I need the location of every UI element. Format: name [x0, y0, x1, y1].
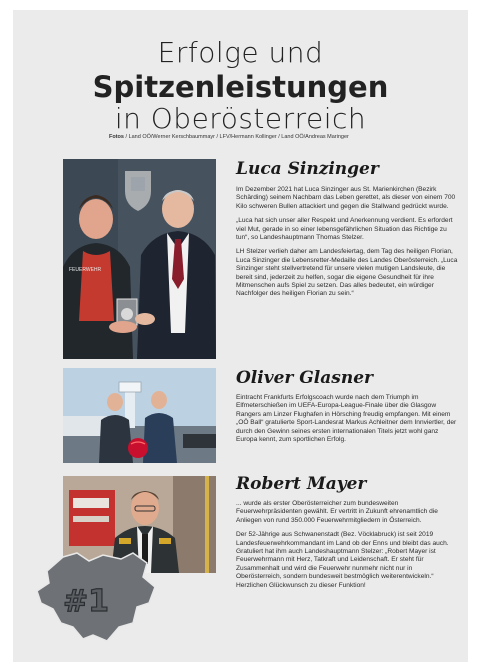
title-line-2: Spitzenleistungen [92, 70, 389, 104]
paragraph: Eintracht Frankfurts Erfolgscoach wurde nach dem Triumph im Elfmeterschießen im UEFA-Europa-League-Finale über die Glasgow Rangers am Linzer Flughafen in Hörsching freudig empfangen. Mit einem „OÖ Ball“ gratulierte Sport-Landesrat Markus Achleitner dem Innviertler, der durch den Gewinn seines ersten internationalen Titels jetzt wohl ganz Europa kennt, zum sportlichen Erfolg. [236, 394, 457, 444]
title-line-1: Erfolge und [157, 36, 324, 69]
section-name-robert: Robert Mayer [236, 474, 367, 494]
paragraph: „Luca hat sich unser aller Respekt und Anerkennung verdient. Es erfordert viel Mut, gerade in so einer lebensgefährlichen Situation das Richtige zu tun“, so Landeshauptmann Thomas Stelzer. [236, 217, 453, 242]
photo-oliver-glasner-illustration [63, 368, 216, 463]
section-text-oliver [236, 394, 458, 450]
paragraph: Der 52-Jährige aus Schwanenstadt (Bez. Vöcklabruck) ist seit 2019 Landesfeuerwehrkommandant im Land ob der Enns und bleibt das auch. Gratuliert hat ihm auch Landeshauptmann Stelzer: „Robert Mayer ist Feuerwehrmann mit Herz, Tatkraft und Leidenschaft. Er steht für Zusammenhalt und wird die Feuerwehr nunmehr nicht nur in Oberösterreich, sondern bundesweit bestmöglich weiterentwickeln.“ Herzlichen Glückwunsch zu dieser Funktion! [236, 531, 449, 589]
photo-credits [109, 134, 349, 140]
paragraph: Im Dezember 2021 hat Luca Sinzinger aus St. Marienkirchen (Bezirk Schärding) seinem Nachbarn das Leben gerettet, als dieser von einem 700 Kilo schweren Bullen attackiert und gegen die Stallwand gedrückt wurde. [236, 186, 456, 210]
paragraph: ... wurde als erster Oberösterreicher zum bundesweiten Feuerwehrpräsidenten gewählt. Er vertritt in Zukunft ehrenamtlich die Anliegen von rund 350.000 Feuerwehrmitgliedern in Österreich. [236, 500, 438, 524]
photo-oliver-glasner [63, 368, 216, 463]
jacket-label: FEUERWEHR [69, 267, 102, 273]
section-text-robert [236, 500, 458, 596]
map-icon [33, 551, 161, 645]
section-text-luca [236, 186, 458, 305]
photo-credits-text: / Land OÖ/Werner Kerschbaummayr / LFV/Hermann Kollinger / Land OÖ/Andreas Maringer [123, 134, 349, 140]
number-one-badge: #1 [63, 584, 110, 619]
section-name-oliver: Oliver Glasner [236, 368, 373, 388]
title-line-3: in Oberösterreich [114, 102, 367, 135]
magazine-page [13, 10, 468, 662]
red-ball-icon [128, 438, 148, 458]
photo-luca-sinzinger [63, 159, 216, 359]
paragraph: LH Stelzer verlieh daher am Landesfeiertag, dem Tag des heiligen Florian, Luca Sinzinger die Lebensretter-Medaille des Landes Oberösterreich. „Luca Sinzinger steht stellvertretend für unsere vielen mutigen Landsleute, die bereit sind, jederzeit zu helfen, sogar die eigene Gesundheit für ihre Mitmenschen aufs Spiel zu setzen. Das alles bedeutet, ein würdiger Nachfolger des heiligen Florian zu sein.“ [236, 248, 458, 298]
upper-austria-map [33, 551, 161, 645]
photo-credits-label: Fotos [109, 134, 124, 140]
photo-luca-sinzinger-illustration [63, 159, 216, 359]
section-name-luca: Luca Sinzinger [236, 159, 379, 179]
